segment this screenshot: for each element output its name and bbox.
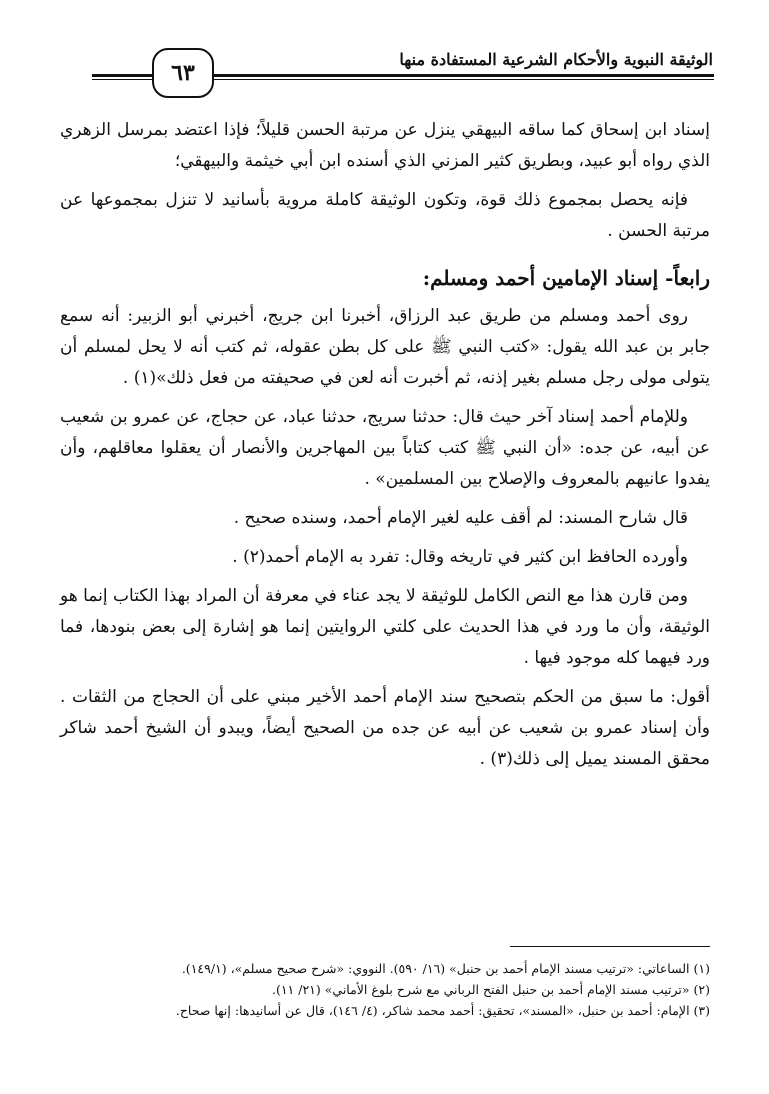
page-header xyxy=(0,48,769,108)
header-rule-thin xyxy=(210,79,714,80)
paragraph: فإنه يحصل بمجموع ذلك قوة، وتكون الوثيقة كاملة مروية بأسانيد لا تنزل بمجموعها عن مرتبة الحسن . xyxy=(60,190,710,241)
body-text xyxy=(60,115,710,783)
header-rule xyxy=(92,74,152,77)
footnote: (٣) الإمام: أحمد بن حنبل، «المسند»، تحقيق: أحمد محمد شاكر، (٤/ ١٤٦)، قال عن أسانيدها: إنها صحاح. xyxy=(175,1003,710,1018)
paragraph: وأورده الحافظ ابن كثير في تاريخه وقال: تفرد به الإمام أحمد(٢) . xyxy=(232,547,688,567)
section-heading: رابعاً- إسناد الإمامين أحمد ومسلم: xyxy=(422,266,710,290)
paragraph: أقول: ما سبق من الحكم بتصحيح سند الإمام أحمد الأخير مبني على أن الحجاج من الثقات . وأن إسناد عمرو بن شعيب عن أبيه عن جده من الصحيح أيضاً، ويبدو أن الشيخ أحمد شاكر محقق المسند يميل إلى ذلك(٣) . xyxy=(60,687,710,769)
paragraph: ومن قارن هذا مع النص الكامل للوثيقة لا يجد عناء في معرفة أن المراد بهذا الكتاب إنما هو الوثيقة، وأن ما ورد في هذا الحديث على كلتي الروايتين إنما هو إشارة إلى بعض بنودها، فما ورد فيهما كله موجود فيها . xyxy=(60,586,710,668)
paragraph: إسناد ابن إسحاق كما ساقه البيهقي ينزل عن مرتبة الحسن قليلاً؛ فإذا اعتضد بمرسل الزهري الذي رواه أبو عبيد، وبطريق كثير المزني الذي أسنده ابن أبي خيثمة والبيهقي؛ xyxy=(60,120,710,171)
paragraph: روى أحمد ومسلم من طريق عبد الرزاق، أخبرنا ابن جريج، أخبرني أبو الزبير: أنه سمع جابر بن عبد الله يقول: «كتب النبي ﷺ على كل بطن عقوله، ثم كتب أنه لا يحل لمسلم أن يتولى مولى رجل مسلم بغير إذنه، ثم أخبرت أنه لعن في صحيفته من فعل ذلك»(١) . xyxy=(60,306,710,388)
header-rule xyxy=(210,74,714,77)
paragraph: وللإمام أحمد إسناد آخر حيث قال: حدثنا سريج، حدثنا عباد، عن حجاج، عن عمرو بن شعيب عن أبيه، عن جده: «أن النبي ﷺ كتب كتاباً بين المهاجرين والأنصار أن يعقلوا معاقلهم، وأن يفدوا عانيهم بالمعروف والإصلاح بين المسلمين» . xyxy=(60,407,710,489)
running-title: الوثيقة النبوية والأحكام الشرعية المستفادة منها xyxy=(399,50,713,69)
paragraph: قال شارح المسند: لم أقف عليه لغير الإمام أحمد، وسنده صحيح . xyxy=(233,508,688,528)
footnote: (١) الساعاتي: «ترتيب مسند الإمام أحمد بن حنبل» (١٦/ ٥٩٠). النووي: «شرح صحيح مسلم»، (١٤٩/١). xyxy=(181,961,710,976)
footnote: (٢) «ترتيب مسند الإمام أحمد بن حنبل الفتح الرباني مع شرح بلوغ الأماني» (٢١/ ١١). xyxy=(271,982,710,997)
footnotes xyxy=(60,958,710,1021)
footnote-separator xyxy=(510,946,710,947)
page-number: ٦٣ xyxy=(152,48,214,98)
header-rule-thin xyxy=(92,79,152,80)
